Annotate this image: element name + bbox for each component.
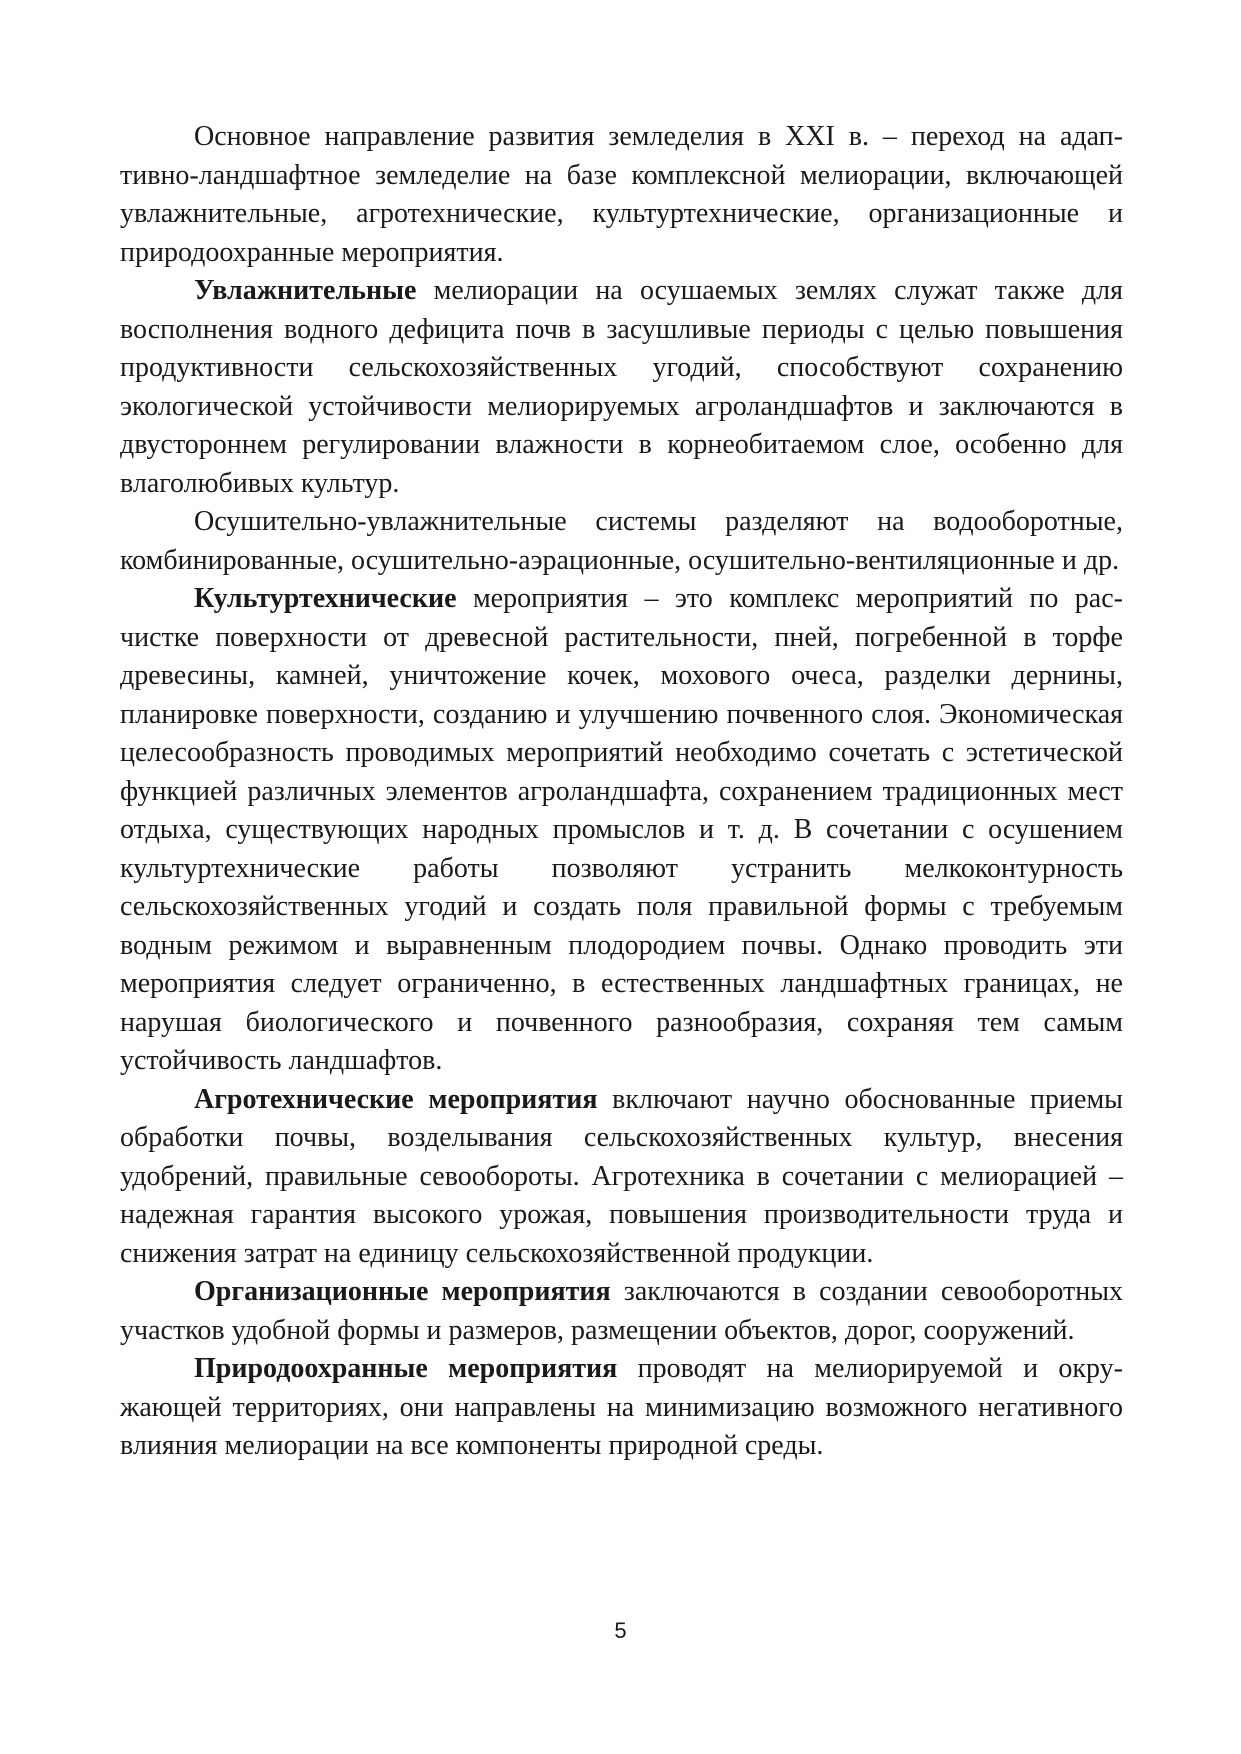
paragraph-intro [120, 118, 1123, 272]
paragraph-text: Основное направление развития земледелия в XXI в. – переход на адаптивно-ландшафтное земледелие на базе комплексной мелиорации, включающей увлажнительные, агротехнические, культуртехнические, организационные и природоохранные мероприятия. [120, 121, 1123, 268]
paragraph-moistening [120, 272, 1123, 503]
paragraph-text: Осушительно-увлажнительные системы разделяют на водооборотные, комбинированные, осушительно-аэрационные, осушительно-вентиляционные и др. [120, 506, 1123, 576]
paragraph-lead: Увлажнительные [194, 275, 417, 306]
body-text [120, 118, 1123, 1466]
paragraph-agrotechnical [120, 1081, 1123, 1274]
paragraph-lead: Организационные мероприятия [194, 1276, 611, 1307]
page-number: 5 [614, 1618, 627, 1643]
paragraph-text: проводят на мелиорируемой и окружающей территориях, они направлены на минимизацию возможного негативного влияния мелиорации на все компоненты природной среды. [120, 1353, 1123, 1461]
paragraph-environmental [120, 1350, 1123, 1466]
paragraph-lead: Культуртехнические [194, 583, 457, 614]
paragraph-lead: Агротехнические мероприятия [194, 1083, 598, 1115]
paragraph-text: заключаются в создании севооборотных участков удобной формы и размеров, размещении объектов, дорог, сооружений. [120, 1276, 1124, 1346]
paragraph-text: включают научно обоснованные приемы обработки почвы, возделывания сельскохозяйственных культур, внесения удобрений, правильные севообороты. Агротехника в сочетании с мелиорацией – надежная гарантия высокого урожая, повышения производительности труда и снижения затрат на единицу сельскохозяйственной продукции. [120, 1083, 1123, 1269]
paragraph-cultural-technical [120, 580, 1123, 1081]
paragraph-drainage-systems [120, 503, 1123, 580]
paragraph-lead: Природоохранные мероприятия [194, 1353, 618, 1384]
paragraph-organizational [120, 1273, 1123, 1350]
paragraph-text: мероприятия – это комплекс мероприятий по расчистке поверхности от древесной растительности, пней, погребенной в торфе древесины, камней, уничтожение кочек, мохового очеса, разделки дернины, планировке поверхности, созданию и улучшению почвенного слоя. Экономическая целесообразность проводимых мероприятий необходимо сочетать с эстетической функцией различных элементов агроландшафта, сохранением традиционных мест отдыха, существующих народных промыслов и т. д. В сочетании с осушением культуртехнические работы позволяют устранить мелкоконтурность сельскохозяйственных угодий и создать поля правильной формы с требуемым водным режимом и выравненным плодородием почвы. Однако проводить эти мероприятия следует ограниченно, в естественных ландшафтных границах, не нарушая биологического и почвенного разнообразия, сохраняя тем самым устойчивость ландшафтов. [120, 583, 1123, 1076]
paragraph-text: мелиорации на осушаемых землях служат также для восполнения водного дефицита почв в засушливые периоды с целью повышения продуктивности сельскохозяйственных угодий, способствуют сохранению экологической устойчивости мелиорируемых агроландшафтов и заключаются в двустороннем регулировании влажности в корнеобитаемом слое, особенно для влаголюбивых культур. [120, 275, 1123, 499]
